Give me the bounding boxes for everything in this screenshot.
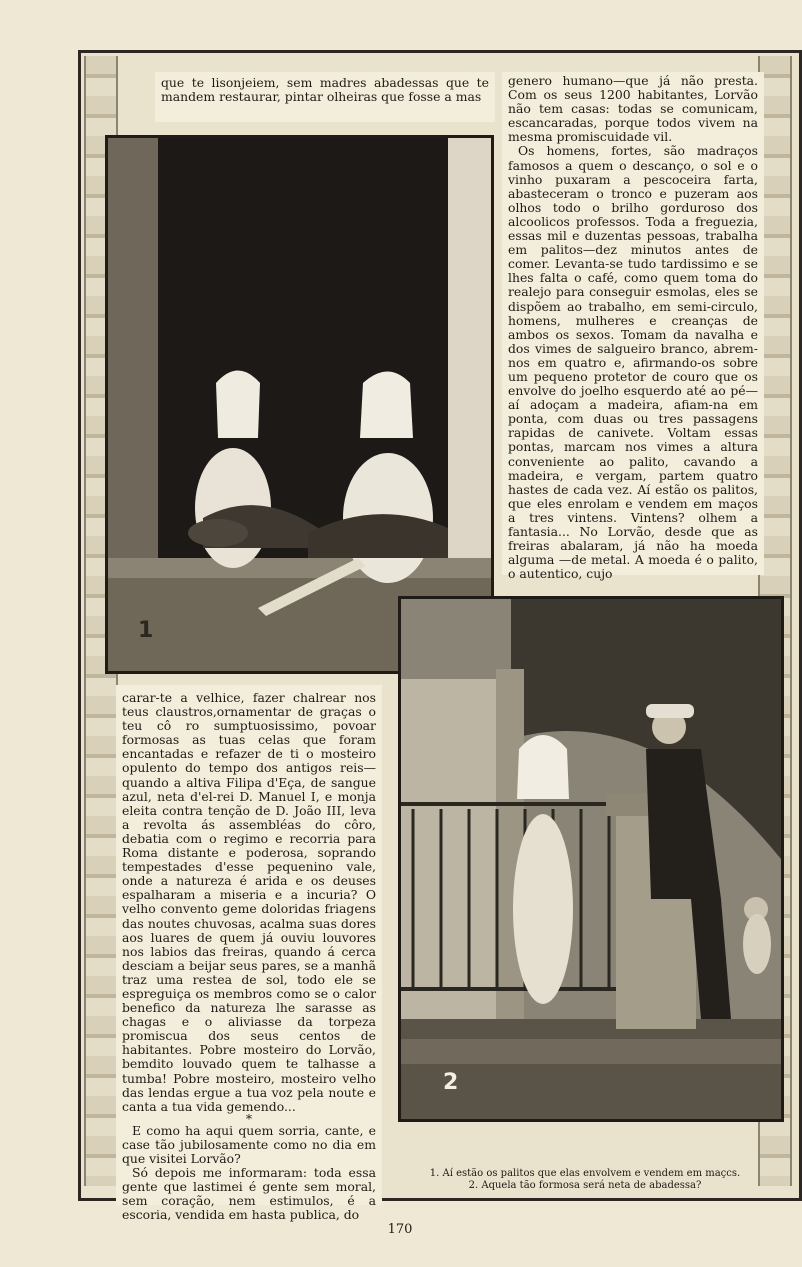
photo-caption [410,1168,760,1192]
photo-2-illustration [401,599,781,1119]
left-paragraph: E como ha aqui quem sorria, cante, e case tão jubilosamente como no dia em que visitei Lorvão? [122,1122,376,1166]
photo-2-number: 2 [443,1070,459,1095]
photo-girl-at-balcony [398,596,784,1122]
caption-line-2: 2. Aquela tão formosa será neta de abadessa? [468,1180,702,1191]
caption-line-1: 1. Aí estão os palitos que elas envolvem e vendem em maçcs. [429,1168,741,1179]
right-text-column [502,72,764,582]
section-break-star: * [245,1110,253,1126]
photo-women-making-toothpicks [105,135,494,674]
photo-1-illustration [108,138,491,671]
left-paragraph: Só depois me informaram: toda essa gente que lastimei é gente sem moral, sem coração, nem estimulos, é a escoria, vendida em hasta publica, do [122,1165,376,1223]
right-paragraph: Os homens, fortes, são madraços famosos a quem o descanço, o sol e o vinho puxaram a pescoceira farta, abasteceram o tronco e puzeram aos olhos todo o brilho gorduroso dos alcoolicos professos. Toda a freguezia, essas mil e duzentas pessoas, trabalha em palitos—dez minutos antes de comer. Levanta-se tudo tardissimo e se lhes falta o café, como quem toma do realejo para conseguir esmolas, eles se dispõem ao trabalho, em semi-circulo, homens, mulheres e creanças de ambos os sexos. Tomam da navalha e dos vimes de salgueiro branco, abrem-nos em quatro e, afirmando-os sobre um pequeno protetor de couro que os envolve do joelho esquerdo até ao pé—aí adoçam a madeira, afiam-na em ponta, com duas ou tres passagens rapidas de canivete. Voltam essas pontas, marcam nos vimes a altura conveniente ao palito, cavando a madeira, e vergam, partem quatro hastes de cada vez. Aí estão os palitos, que eles enrolam e vendem em maços a tres vintens. Vintens? olhem a fantasia... No Lorvão, desde que as freiras abalaram, já não ha moeda alguma —de metal. A moeda é o palito, o autentico, cujo [508,143,758,582]
right-paragraph: genero humano—que já não presta. Com os seus 1200 habitantes, Lorvão não tem casas: todas se comunicam, escancaradas, porque todos vivem na mesma promiscuidade vil. [508,73,758,145]
top-text-strip [155,72,495,122]
top-text: que te lisonjeiem, sem madres abadessas que te mandem restaurar, pintar olheiras que fosse a mas [161,75,489,105]
page-number: 170 [387,1222,413,1237]
left-paragraph: carar-te a velhice, fazer chalrear nos teus claustros,ornamentar de graças o teu cô ro sumptuosissimo, povoar formosas as tuas celas que foram encantadas e refazer de ti o mosteiro opulento do tempo dos antigos reis—quando a altiva Filipa d'Eça, de sangue azul, neta d'el-rei D. Manuel I, e monja eleita contra tenção de D. João III, leva a revolta ás assembléas do côro, debatia com o regimo e recorria para Roma distante e poderosa, soprando tempestades d'esse pequenino vale, onde a natureza é arida e os deuses espalharam a miseria e a incuria? O velho convento geme doloridas friagens das noutes chuvosas, acalma suas dores aos luares de quem já ouviu louvores nos labios das freiras, quando á cerca desciam a beijar seus pares, se a manhã traz uma restea de sol, todo ele se espreguiça os membros como se o calor benefico da natureza lhe sarasse as chagas e o aliviasse da torpeza promiscua dos seus centos de habitantes. Pobre mosteiro do Lorvão, bemdito louvado quem te talhasse a tumba! Pobre mosteiro, mosteiro velho das lendas ergue a tua voz pela noute e canta a tua vida gemendo... [122,690,376,1114]
left-text-column [116,685,382,1223]
photo-1-number: 1 [138,618,154,643]
